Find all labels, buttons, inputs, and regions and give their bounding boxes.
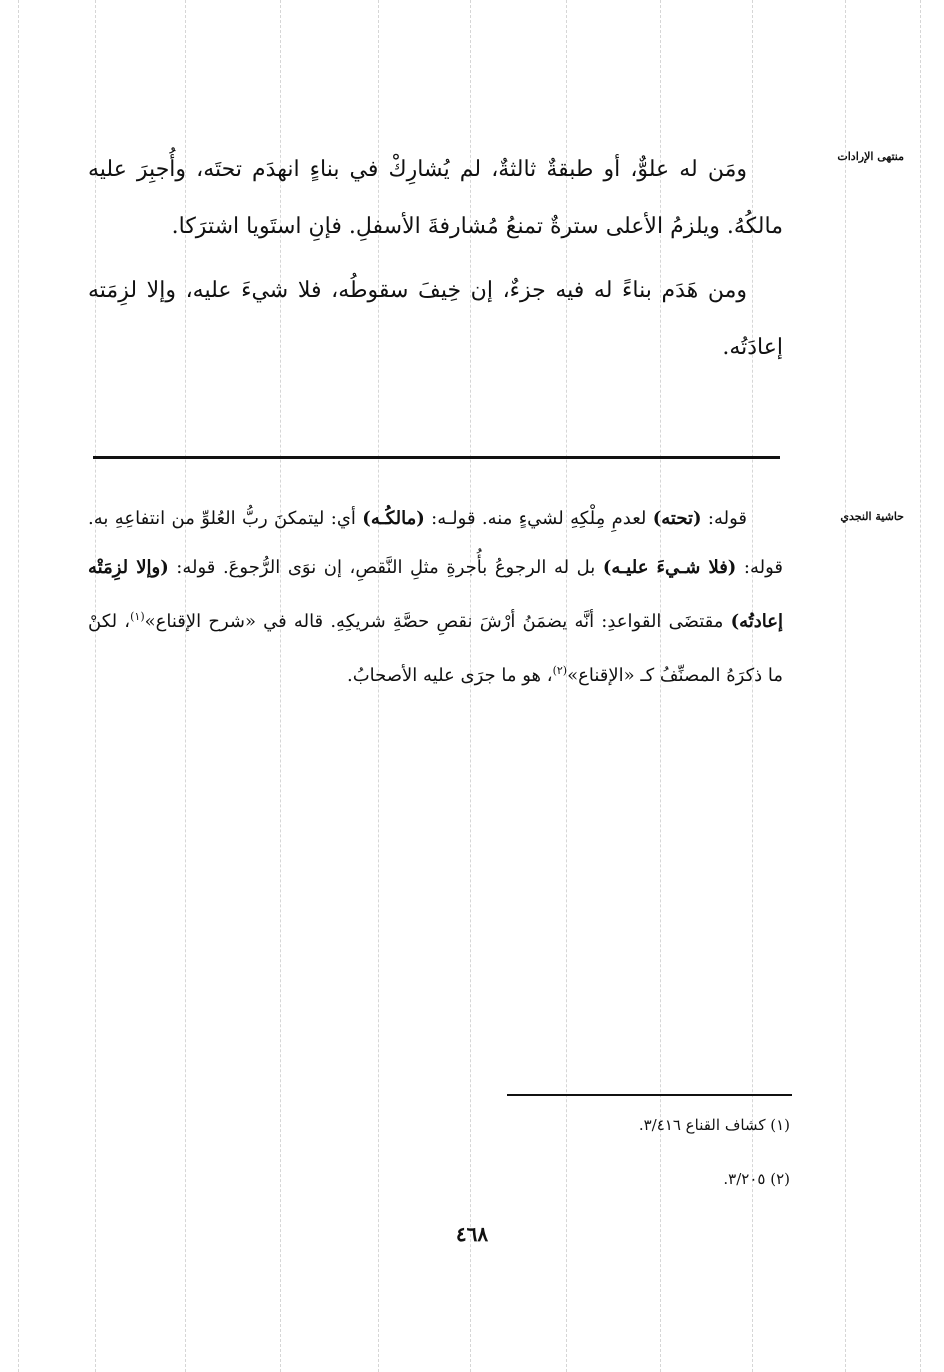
quoted-term: (مالكُـه) [362, 508, 425, 529]
matn-paragraph: ومَن له علوٌّ، أو طبقةٌ ثالثةٌ، لم يُشارِكْ في بناءٍ انهدَم تحتَه، وأُجبِرَ عليه مالكُهُ. ويلزمُ الأعلى سترةٌ تمنعُ مُشارفةَ الأسفلِ. فإنِ استَويا اشترَكا. [88, 157, 783, 239]
sharh-segment: قوله: [701, 508, 747, 529]
scan-guide-line [920, 0, 921, 1372]
sharh-source-label: حاشية النجدي [840, 510, 904, 523]
sharh-text [88, 494, 783, 700]
footnote-divider [507, 1094, 792, 1096]
footnote: (٢) ٣/٢٠٥. [723, 1170, 790, 1188]
matn-paragraph: ومن هَدَم بناءً له فيه جزءٌ، إن خِيفَ سقوطُه، فلا شيءَ عليه، وإلا لزِمَته إعادَتُه. [88, 278, 783, 360]
quoted-term: (وإلا لزِمَتْه إعادتُه) [88, 557, 783, 632]
sharh-paragraph [88, 494, 783, 700]
footnotes [560, 1115, 790, 1223]
quoted-term: (فلا شـيءَ عليـه) [602, 557, 737, 578]
footnote-marker: (١) [130, 610, 145, 623]
matn-source-label: منتهى الإرادات [837, 150, 904, 163]
sharh-segment: ، لكنْ ما ذكرَهُ المصنِّفُ كـ «الإقناع» [88, 611, 783, 686]
page-number: ٤٦٨ [455, 1222, 489, 1246]
sharh-segment: لعدمِ مِلْكِهِ لشيءٍ منه. قولـه: [424, 508, 653, 529]
sharh-segment: أي: ليتمكنَ ربُّ العُلوِّ من انتفاعِهِ به. قوله: [88, 508, 783, 578]
scan-guide-line [845, 0, 846, 1372]
footnote: (١) كشاف القناع ٣/٤١٦. [638, 1116, 790, 1134]
section-divider [93, 456, 780, 459]
scan-guide-line [18, 0, 19, 1372]
matn-text [88, 141, 783, 376]
sharh-segment: ، هو ما جرَى عليه الأصحابُ. [346, 665, 553, 686]
sharh-segment: مقتضَى القواعدِ: أنَّه يضمَنُ أرْشَ نقصِ حصَّةِ شريكِهِ. قاله في «شرح الإقناع» [144, 611, 731, 632]
sharh-segment: بل له الرجوعُ بأُجرةِ مثلِ النَّقصِ، إن نوَى الرُّجوعَ. قوله: [168, 557, 603, 578]
quoted-term: (تحته) [652, 508, 702, 529]
footnote-marker: (٢) [552, 664, 568, 677]
